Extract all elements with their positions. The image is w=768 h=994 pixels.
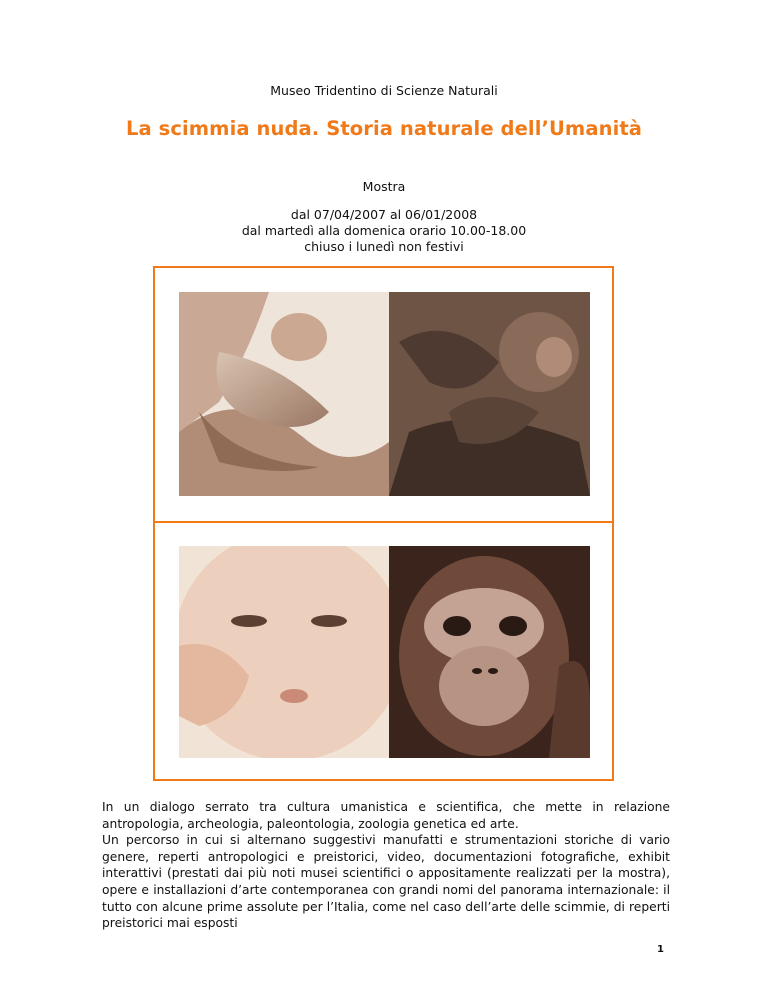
photo-frame (153, 266, 614, 781)
schedule-hours: dal martedì alla domenica orario 10.00-18.00 (241, 223, 527, 238)
exhibition-subtitle: Mostra (362, 179, 406, 194)
institution-name: Museo Tridentino di Scienze Naturali (270, 83, 498, 98)
frame-divider (155, 521, 612, 523)
schedule-block (0, 207, 768, 255)
body-text (102, 799, 670, 932)
page-number: 1 (657, 944, 664, 955)
photo-ape-mother-baby (389, 292, 590, 496)
body-paragraph-1: In un dialogo serrato tra cultura umanistica e scientifica, che mette in relazione antropologia, archeologia, paleontologia, zoologia genetica ed arte. (102, 800, 670, 831)
schedule-closed: chiuso i lunedì non festivi (304, 239, 464, 254)
photo-human-mother-baby (179, 292, 389, 496)
body-paragraph-2: Un percorso in cui si alternano suggestivi manufatti e strumentazioni storiche di vario genere, reperti antropologici e preistorici, video, documentazioni fotografiche, exhibit interattivi (prestati dai più noti musei scientifici o appositamente realizzati per la mostra), opere e installazioni d’arte contemporanea con grandi nomi del panorama internazionale: il tutto con alcune prime assolute per l’Italia, come nel caso dell’arte delle scimmie, di reperti preistorici mai esposti (102, 833, 670, 931)
exhibition-title: La scimmia nuda. Storia naturale dell’Umanità (125, 117, 643, 140)
schedule-dates: dal 07/04/2007 al 06/01/2008 (290, 207, 478, 222)
photo-orangutan-face (389, 546, 590, 758)
photo-human-baby-face (179, 546, 389, 758)
